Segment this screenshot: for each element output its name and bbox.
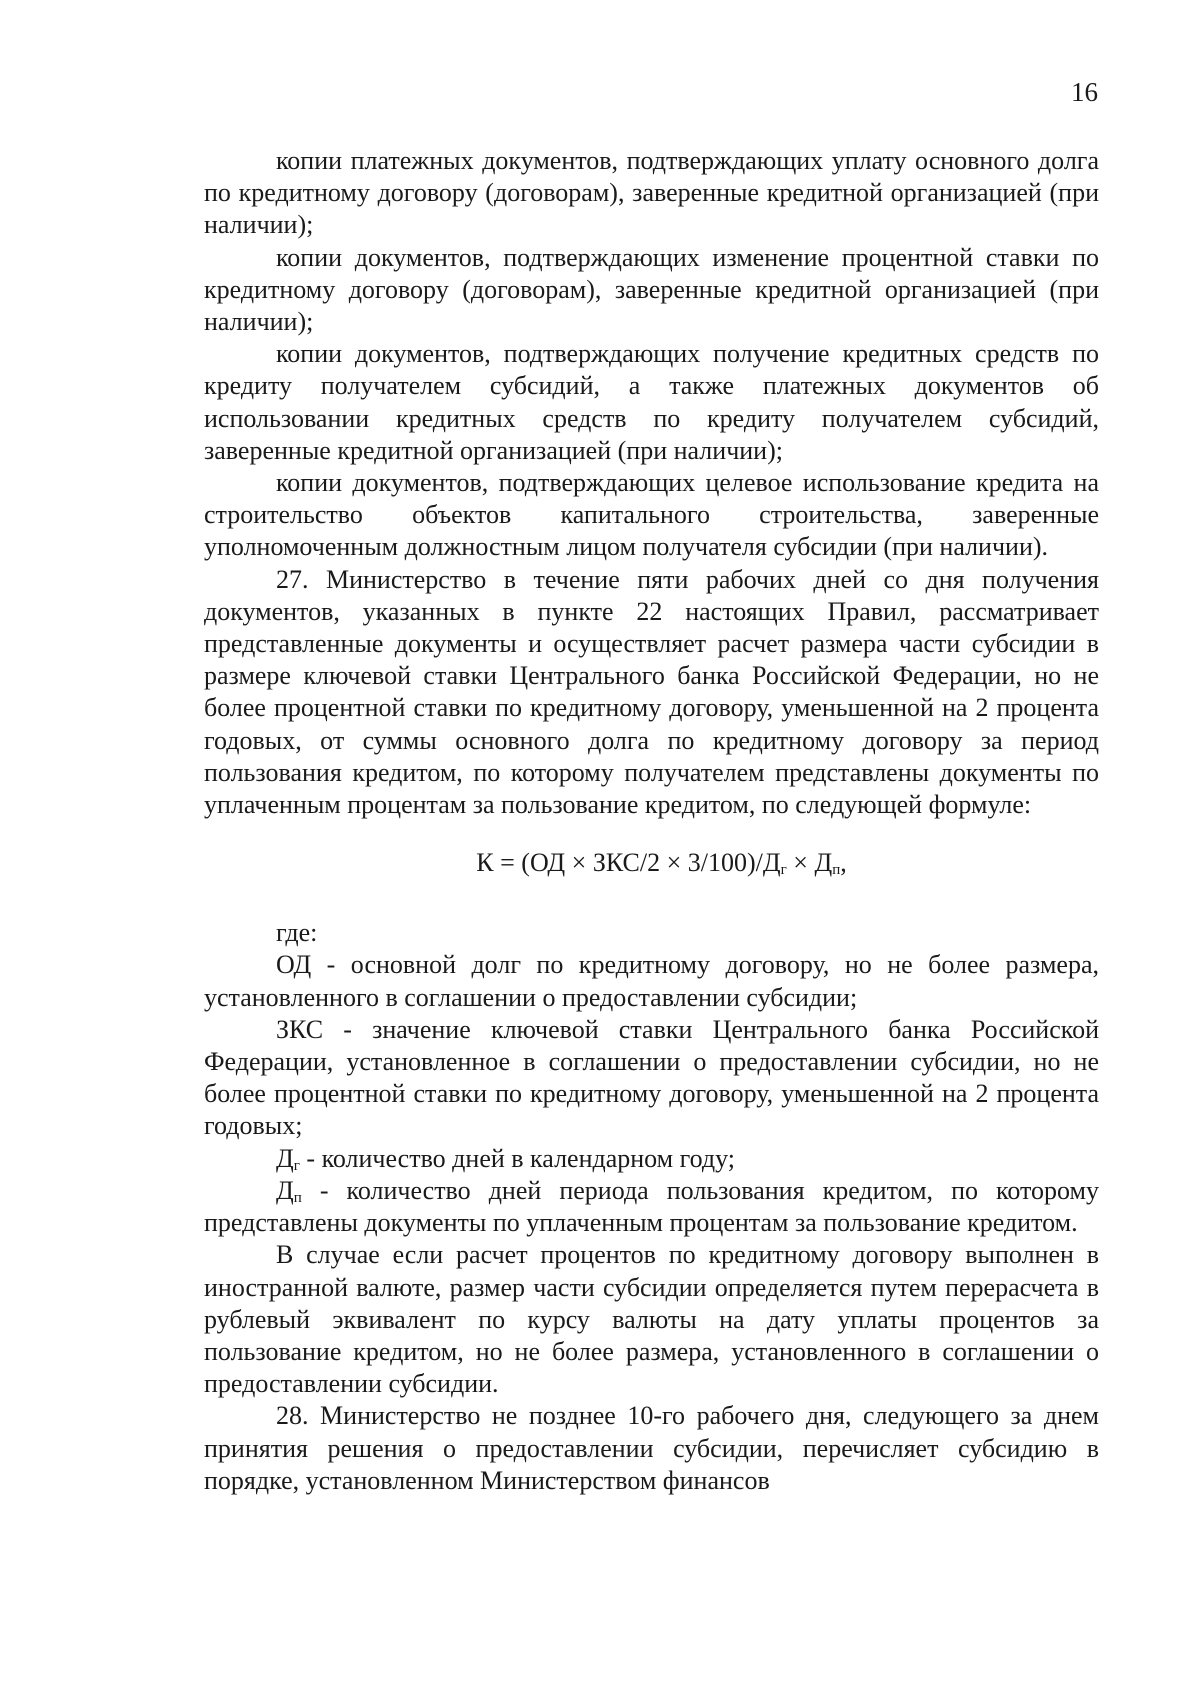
definition-od: ОД - основной долг по кредитному договору, но не более размера, установленного в соглашении о предоставлении субсидии;: [204, 950, 1099, 1012]
definition-dg: [204, 1143, 1099, 1175]
formula-sub-p: п: [832, 862, 841, 879]
dg-text: - количество дней в календарном году;: [299, 1143, 736, 1173]
dp-symbol: Д: [276, 1175, 294, 1205]
dg-symbol: Д: [276, 1143, 294, 1173]
definition-zks: ЗКС - значение ключевой ставки Центрального банка Российской Федерации, установленное в соглашении о предоставлении субсидии, но не более процентной ставки по кредитному договору, уменьшенной на 2 процента годовых;: [204, 1014, 1099, 1141]
formula-mid: × Д: [786, 848, 833, 878]
formula-end: ,: [840, 848, 847, 878]
where-label: где:: [276, 918, 318, 948]
paragraph-foreign-currency: В случае если расчет процентов по кредитному договору выполнен в иностранной валюте, размер части субсидии определяется путем перерасчета в рублевый эквивалент по курсу валюты на дату уплаты процентов за пользование кредитом, но не более размера, установленного в соглашении о предоставлении субсидии.: [204, 1240, 1099, 1399]
dp-subscript: п: [293, 1189, 302, 1206]
dp-text: - количество дней периода пользования кредитом, по которому представлены документы по уплаченным процентам за пользование кредитом.: [204, 1175, 1099, 1238]
document-body: [204, 145, 1099, 1497]
paragraph-item-27: 27. Министерство в течение пяти рабочих дней со дня получения документов, указанных в пункте 22 настоящих Правил, рассматривает представленные документы и осуществляет расчет размера части субсидии в размере ключевой ставки Центрального банка Российской Федерации, но не более процентной ставки по кредитному договору, уменьшенной на 2 процента годовых, от суммы основного долга по кредитному договору за период пользования кредитом, по которому получателем представлены документы по уплаченным процентам за пользование кредитом, по следующей формуле:: [204, 564, 1099, 820]
formula-sub-g: г: [780, 862, 787, 879]
paragraph-payment-docs: копии платежных документов, подтверждающих уплату основного долга по кредитному договору (договорам), заверенные кредитной организацией (при наличии);: [204, 146, 1099, 240]
dg-subscript: г: [293, 1157, 300, 1174]
paragraph-credit-receipt-docs: копии документов, подтверждающих получение кредитных средств по кредиту получателем субсидий, а также платежных документов об использовании кредитных средств по кредиту получателем субсидий, заверенные кредитной организацией (при наличии);: [204, 339, 1099, 465]
subsidy-formula: [204, 847, 1099, 879]
formula-main: К = (ОД × ЗКС/2 × 3/100)/Д: [476, 848, 781, 878]
definition-dp: [204, 1175, 1099, 1239]
paragraph-target-use-docs: копии документов, подтверждающих целевое использование кредита на строительство объектов капитального строительства, заверенные уполномоченным должностным лицом получателя субсидии (при наличии).: [204, 468, 1099, 562]
page-number: 16: [1071, 77, 1098, 107]
paragraph-rate-change-docs: копии документов, подтверждающих изменение процентной ставки по кредитному договору (договорам), заверенные кредитной организацией (при наличии);: [204, 242, 1099, 337]
paragraph-item-28: 28. Министерство не позднее 10-го рабочего дня, следующего за днем принятия решения о предоставлении субсидии, перечисляет субсидию в порядке, установленном Министерством финансов: [204, 1401, 1099, 1495]
